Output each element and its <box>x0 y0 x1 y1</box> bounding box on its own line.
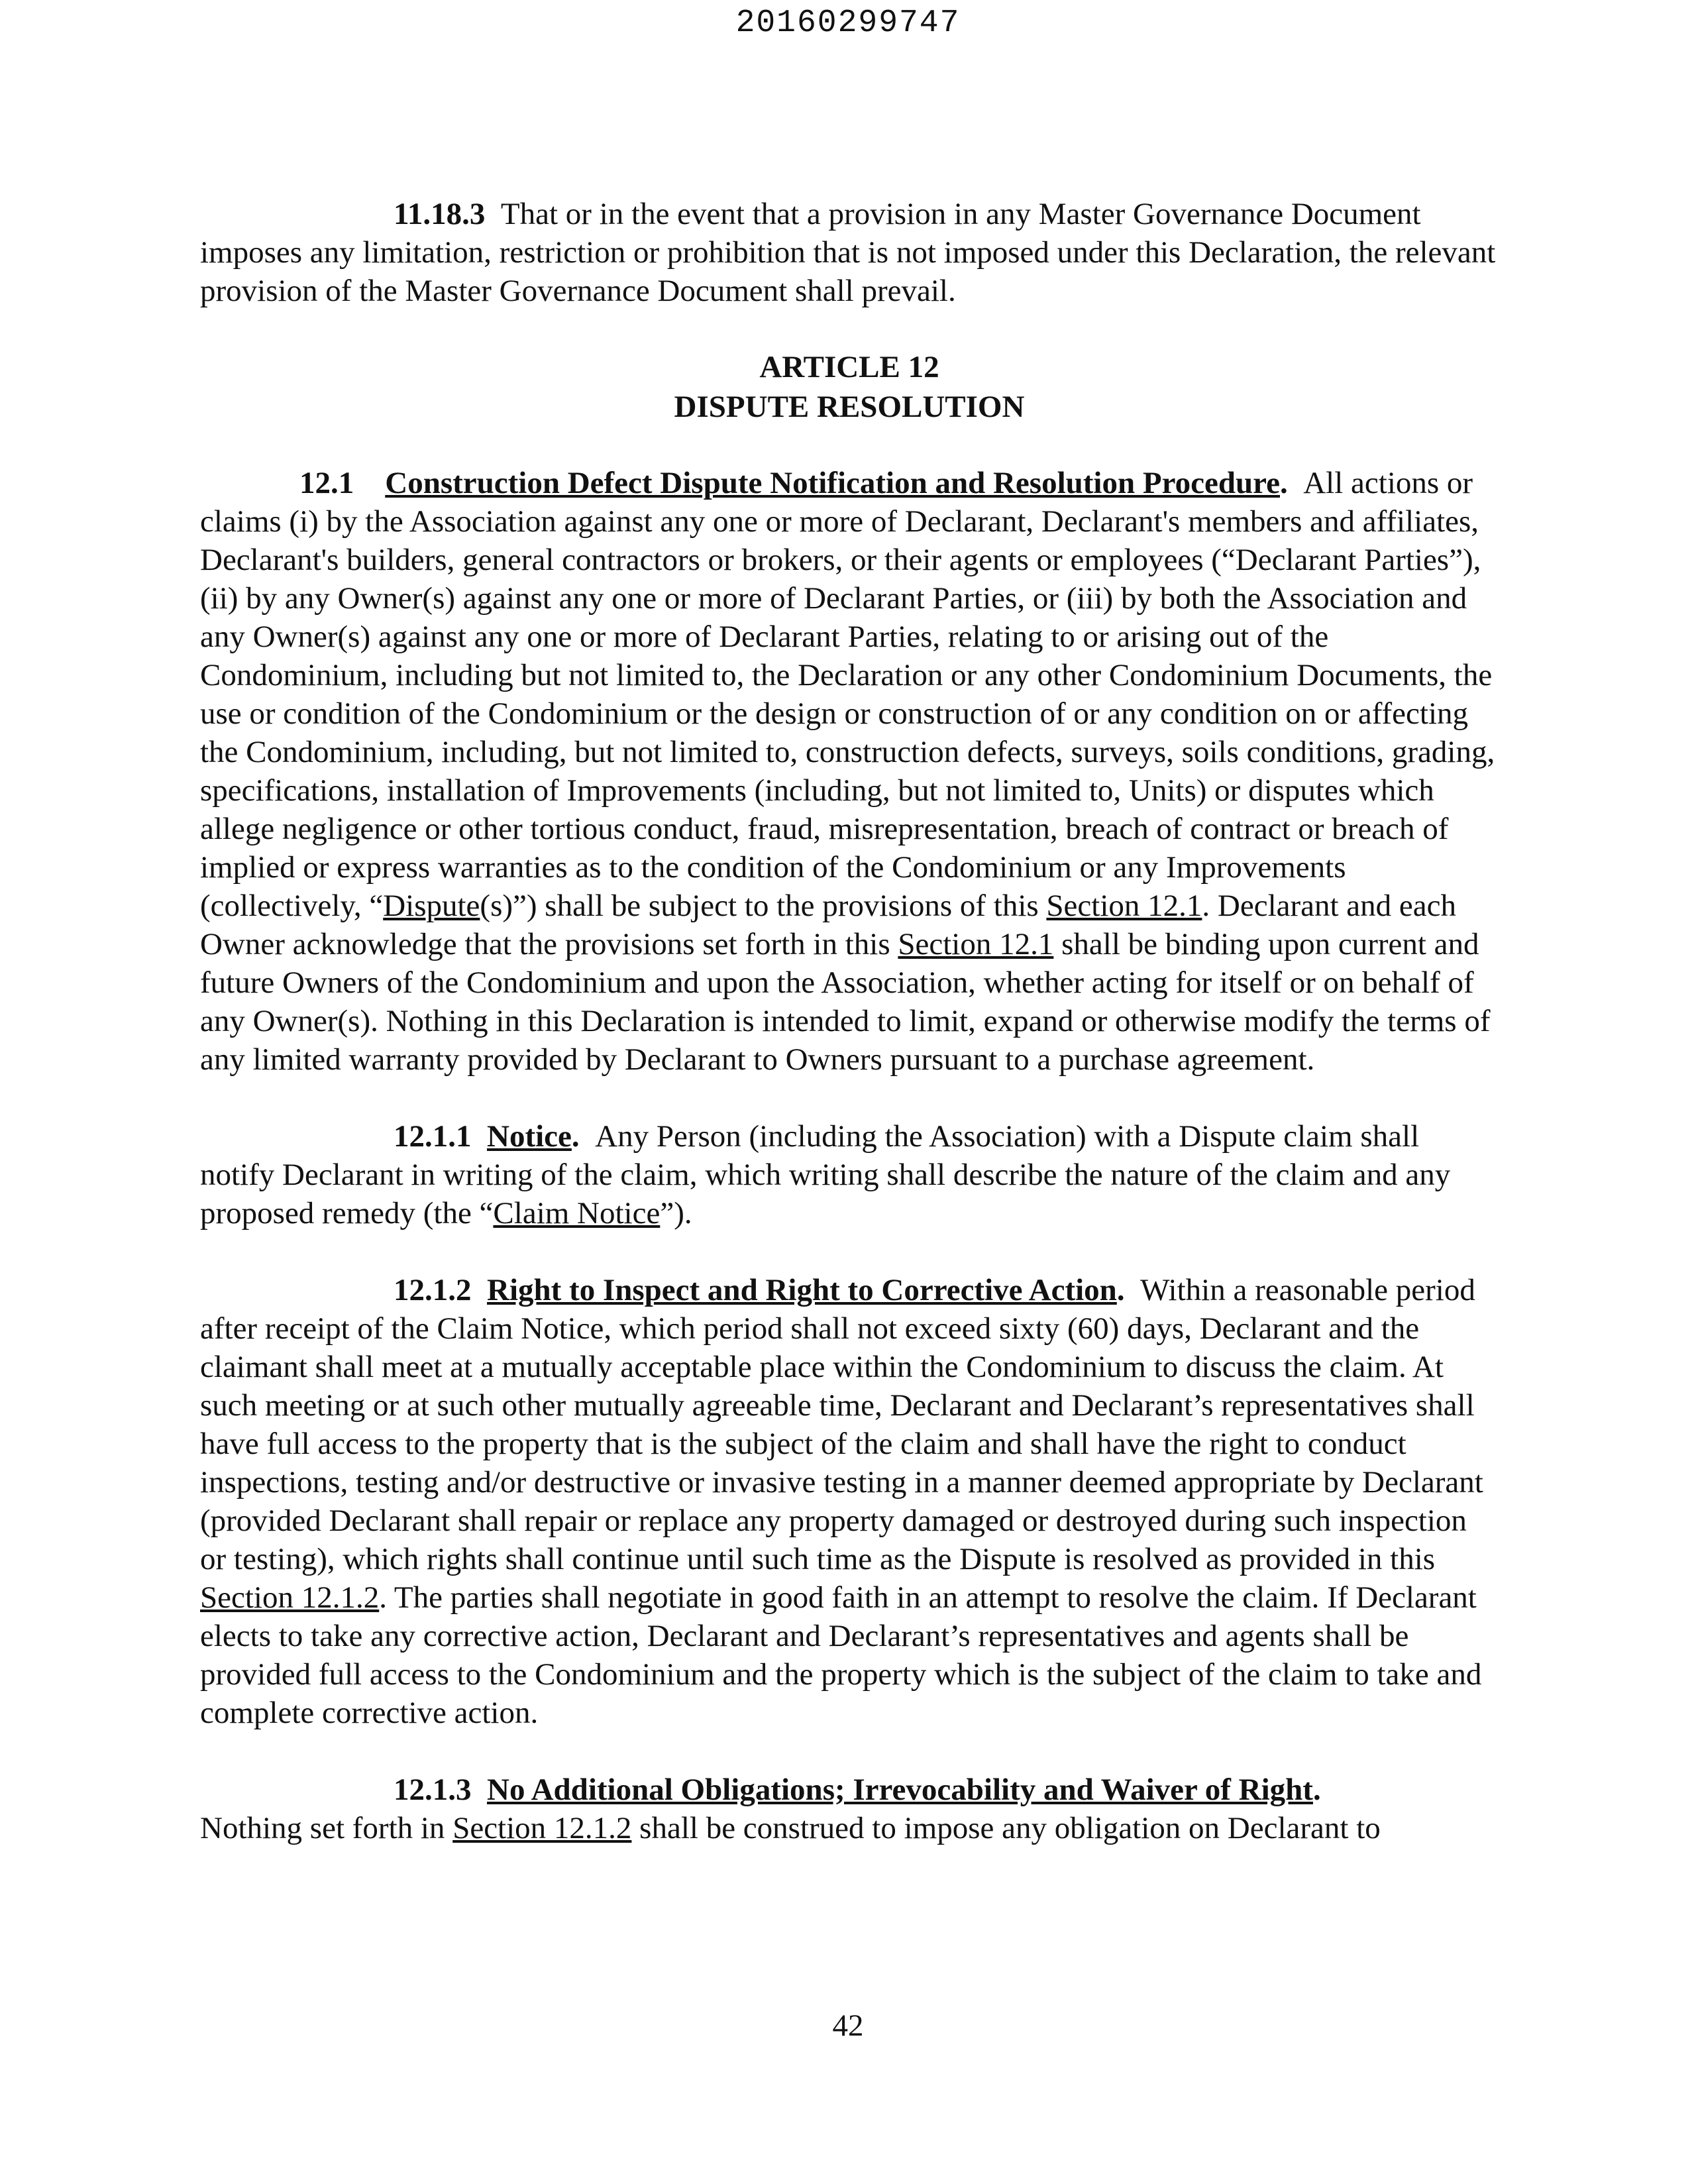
section-reference: Section 12.1.2 <box>452 1811 632 1845</box>
section-reference: Section 12.1.2 <box>200 1580 380 1615</box>
section-11-18-3 <box>200 195 1499 310</box>
section-12-1 <box>200 464 1499 1079</box>
section-reference: Section 12.1 <box>1046 889 1202 923</box>
section-text: . Declarant and each Owner acknowledge that the provisions set forth in this <box>200 889 1457 961</box>
section-text: Nothing set forth in <box>200 1811 453 1845</box>
heading-period: . <box>1279 466 1288 500</box>
section-12-1-3 <box>200 1771 1499 1847</box>
section-text: That or in the event that a provision in any Master Governance Document imposes any limitation, restriction or prohibition that is not imposed under this Declaration, the relevant provision of the Master Governance Document shall prevail. <box>200 197 1496 308</box>
section-text: Within a reasonable period after receipt of the Claim Notice, which period shall not exceed sixty (60) days, Declarant and the claimant shall meet at a mutually acceptable place within the Condominium to discuss the claim. At such meeting or at such other mutually agreeable time, Declarant and Declarant’s representatives shall have full access to the property that is the subject of the claim and shall have the right to conduct inspections, testing and/or destructive or invasive testing in a manner deemed appropriate by Declarant (provided Declarant shall repair or replace any property damaged or destroyed during such inspection or testing), which rights shall continue until such time as the Dispute is resolved as provided in this <box>200 1273 1483 1576</box>
section-number: 12.1 <box>299 466 354 500</box>
defined-term: Dispute <box>383 889 480 923</box>
section-text: ”). <box>660 1196 692 1230</box>
section-heading: No Additional Obligations; Irrevocability and Waiver of Right <box>487 1773 1313 1807</box>
article-title: DISPUTE RESOLUTION <box>674 390 1025 424</box>
section-number: 12.1.1 <box>394 1119 472 1154</box>
section-heading: Right to Inspect and Right to Corrective Action <box>487 1273 1117 1307</box>
section-heading: Construction Defect Dispute Notification and Resolution Procedure <box>385 466 1280 500</box>
section-heading: Notice <box>487 1119 572 1154</box>
section-12-1-2 <box>200 1271 1499 1732</box>
section-text: Any Person (including the Association) with a Dispute claim shall notify Declarant in writing of the claim, which writing shall describe the nature of the claim and any proposed remedy (the “ <box>200 1119 1451 1230</box>
heading-period: . <box>1116 1273 1125 1307</box>
section-number: 11.18.3 <box>394 197 486 231</box>
defined-term: Claim Notice <box>493 1196 661 1230</box>
section-text: . The parties shall negotiate in good faith in an attempt to resolve the claim. If Declarant elects to take any corrective action, Declarant and Declarant’s representatives and agents shall be provided full access to the Condominium and the property which is the subject of the claim to take and complete corrective action. <box>200 1580 1482 1730</box>
document-number: 20160299747 <box>735 5 961 41</box>
section-number: 12.1.3 <box>394 1773 472 1807</box>
page-number: 42 <box>832 2008 864 2043</box>
section-number: 12.1.2 <box>394 1273 472 1307</box>
section-12-1-1 <box>200 1117 1499 1232</box>
section-text: shall be construed to impose any obligation on Declarant to <box>631 1811 1381 1845</box>
heading-period: . <box>1312 1773 1321 1807</box>
section-reference: Section 12.1 <box>898 927 1054 961</box>
heading-period: . <box>571 1119 580 1154</box>
article-number: ARTICLE 12 <box>759 350 939 384</box>
article-heading <box>200 347 1499 427</box>
section-text: shall be binding upon current and future Owners of the Condominium and upon the Association, whether acting for itself or on behalf of any Owner(s). Nothing in this Declaration is intended to limit, expand or otherwise modify the terms of any limited warranty provided by Declarant to Owners pursuant to a purchase agreement. <box>200 927 1491 1077</box>
section-text: (s)”) shall be subject to the provisions of this <box>480 889 1047 923</box>
page-body <box>200 195 1499 1847</box>
section-text: All actions or claims (i) by the Association against any one or more of Declarant, Declarant's members and affiliates, Declarant's builders, general contractors or brokers, or their agents or employees (“Declarant Parties”), (ii) by any Owner(s) against any one or more of Declarant Parties, or (iii) by both the Association and any Owner(s) against any one or more of Declarant Parties, relating to or arising out of the Condominium, including but not limited to, the Declaration or any other Condominium Documents, the use or condition of the Condominium or the design or construction of or any condition on or affecting the Condominium, including, but not limited to, construction defects, surveys, soils conditions, grading, specifications, installation of Improvements (including, but not limited to, Units) or disputes which allege negligence or other tortious conduct, fraud, misrepresentation, breach of contract or breach of implied or express warranties as to the condition of the Condominium or any Improvements (collectively, “ <box>200 466 1495 923</box>
